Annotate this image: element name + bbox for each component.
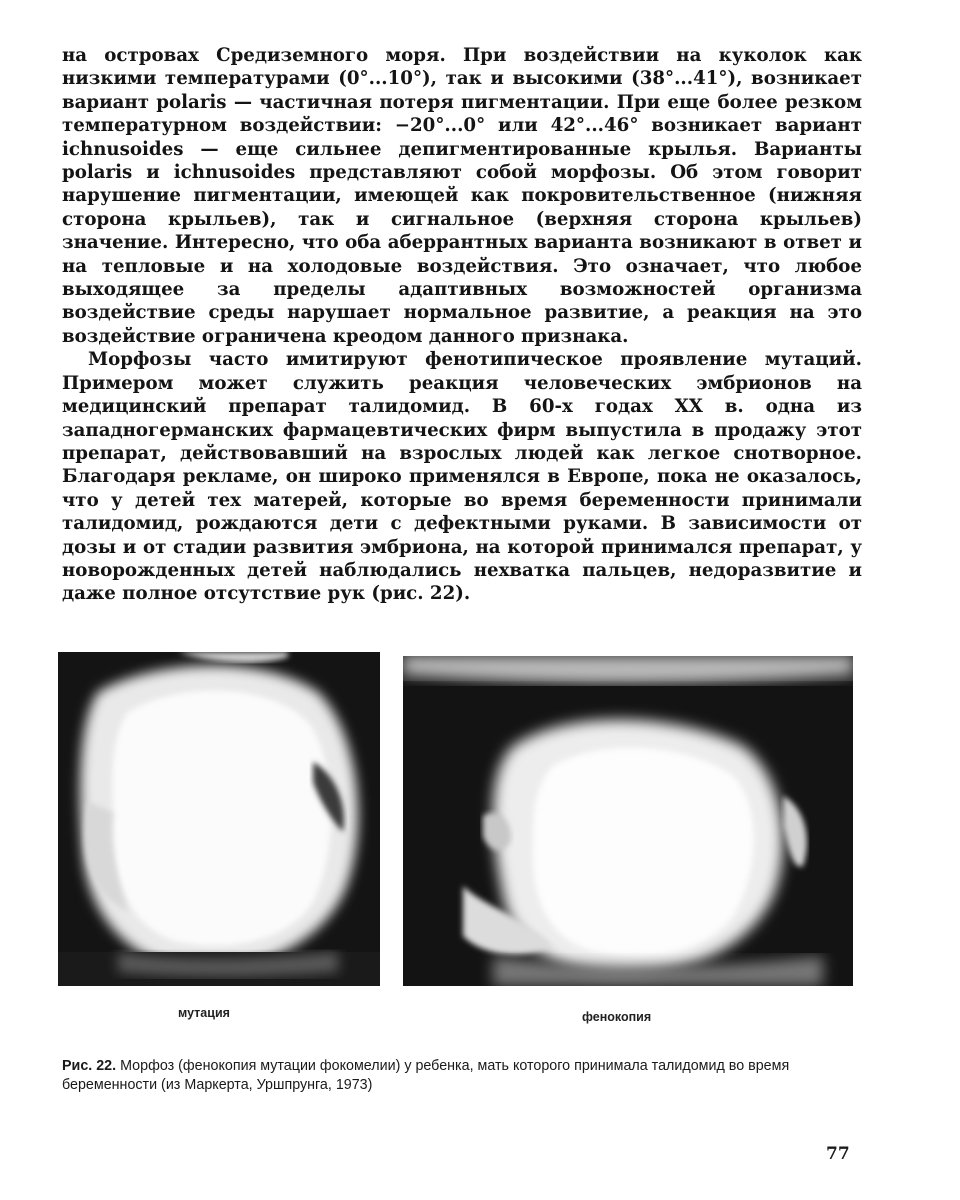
page-number: 77 <box>826 1144 850 1164</box>
paragraph-1: на островах Средиземного моря. При воздействии на куколок как низкими температурами (0°...10°), так и высокими (38°...41°), возникает вариант polaris — частичная потеря пигментации. При еще более резком температурном воздействии: −20°...0° или 42°...46° возникает вариант ichnusoides — еще сильнее депигментированные крылья. Варианты polaris и ichnusoides представляют собой морфозы. Об этом говорит нарушение пигментации, имеющей как покровительственное (нижняя сторона крыльев), так и сигнальное (верхняя сторона крыльев) значение. Интересно, что оба аберрантных варианта возникают в ответ и на тепловые и на холодовые воздействия. Это означает, что любое выходящее за пределы адаптивных возможностей организма воздействие среды нарушает нормальное развитие, а реакция на это воздействие ограничена креодом данного признака. <box>62 45 862 347</box>
label-mutation: мутация <box>178 1006 230 1020</box>
photo-mutation-image <box>58 652 380 986</box>
body-text <box>62 44 862 606</box>
photo-phenocopy <box>403 656 853 986</box>
caption-number: Рис. 22. <box>62 1058 117 1074</box>
photo-phenocopy-image <box>403 656 853 986</box>
photo-mutation <box>58 652 380 986</box>
label-phenocopy: фенокопия <box>582 1010 652 1024</box>
paragraph-2: Морфозы часто имитируют фенотипическое проявление мутаций. Примером может служить реакция человеческих эмбрионов на медицинский препарат талидомид. В 60-х годах XX в. одна из западногерманских фармацевтических фирм выпустила в продажу этот препарат, действовавший на взрослых людей как легкое снотворное. Благодаря рекламе, он широко применялся в Европе, пока не оказалось, что у детей тех матерей, которые во время беременности принимали талидомид, рождаются дети с дефектными руками. В зависимости от дозы и от стадии развития эмбриона, на которой принимался препарат, у новорожденных детей наблюдались нехватка пальцев, недоразвитие и даже полное отсутствие рук (рис. 22). <box>62 349 862 605</box>
figure-caption <box>62 1057 862 1095</box>
caption-text: Морфоз (фенокопия мутации фокомелии) у ребенка, мать которого принимала талидомид во время беременности (из Маркерта, Уршпрунга, 1973) <box>62 1058 790 1093</box>
